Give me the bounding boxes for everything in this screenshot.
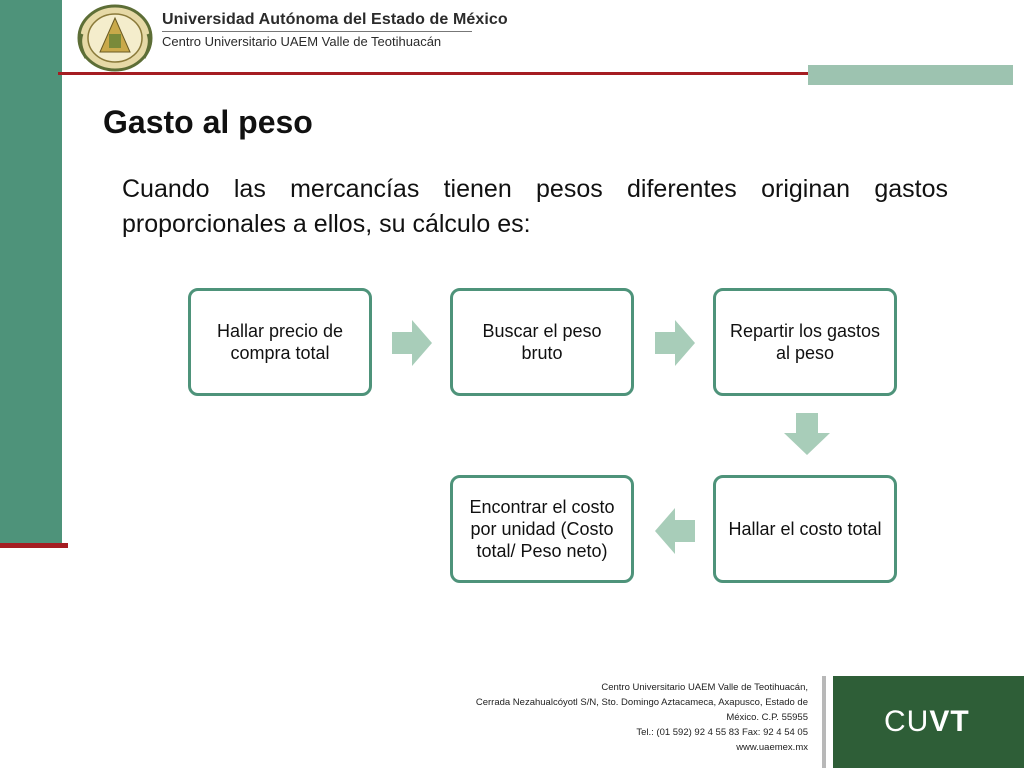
cuvt-logo (884, 705, 970, 739)
flow-step-5: Encontrar el costo por unidad (Costo total/ Peso neto) (450, 475, 634, 583)
arrow-left-icon (655, 508, 695, 554)
university-seal-icon (76, 4, 154, 72)
flow-step-4: Hallar el costo total (713, 475, 897, 583)
footer-line: www.uaemex.mx (736, 742, 808, 753)
slide-title: Gasto al peso (103, 104, 313, 140)
header-accent-block (808, 65, 1013, 85)
university-name: Universidad Autónoma del Estado de México (162, 11, 508, 28)
slide-body-text: Cuando las mercancías tienen pesos diferentes originan gastos proporcionales a ellos, su cálculo es: (122, 175, 948, 238)
flow-step-1: Hallar precio de compra total (188, 288, 372, 396)
footer-line: México. C.P. 55955 (726, 712, 808, 723)
university-name-rule (162, 31, 472, 32)
center-name: Centro Universitario UAEM Valle de Teotihuacán (162, 34, 442, 49)
footer-address (476, 680, 808, 755)
flow-step-2: Buscar el peso bruto (450, 288, 634, 396)
flow-step-3: Repartir los gastos al peso (713, 288, 897, 396)
footer-line: Tel.: (01 592) 92 4 55 83 Fax: 92 4 54 05 (636, 727, 808, 738)
left-accent-bar (0, 0, 62, 548)
footer-divider (822, 676, 826, 768)
cuvt-logo-bold: VT (929, 705, 970, 738)
left-accent-red-line (0, 543, 68, 548)
footer-line: Cerrada Nezahualcóyotl S/N, Sto. Domingo Aztacameca, Axapusco, Estado de (475, 697, 808, 708)
arrow-right-icon (655, 320, 695, 366)
arrow-down-icon (784, 413, 830, 455)
arrow-right-icon (392, 320, 432, 366)
cuvt-logo-light: CU (884, 705, 930, 738)
footer-line: Centro Universitario UAEM Valle de Teotihuacán, (601, 682, 808, 693)
